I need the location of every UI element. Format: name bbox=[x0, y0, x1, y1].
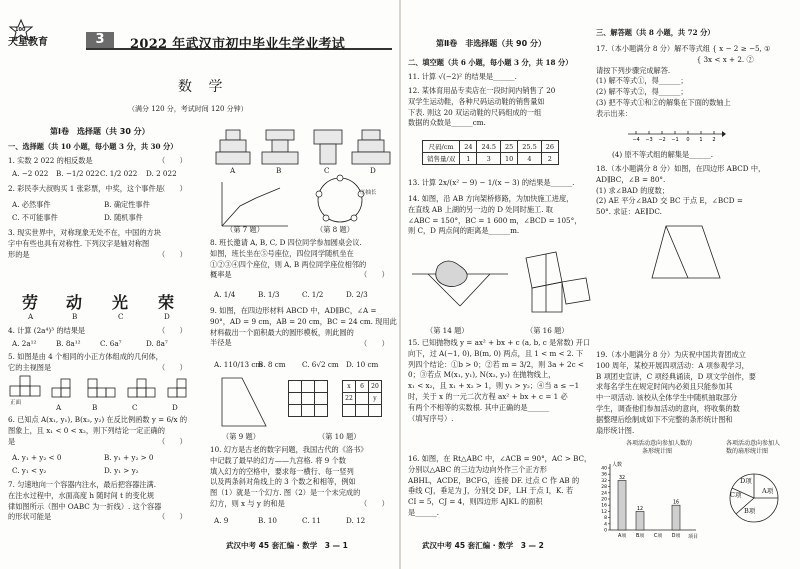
q19-stem bbox=[596, 350, 756, 436]
grid1-cell bbox=[315, 381, 328, 393]
q18-line-4: (2) AE 平分∠BAD 交 BC 于点 E，∠BCD = bbox=[596, 196, 743, 206]
hanzi-rong[interactable]: 荣 bbox=[158, 293, 175, 312]
axis-tick-label: 1 bbox=[699, 137, 703, 143]
q7-graph bbox=[216, 180, 296, 228]
q15-line-5: x₁ < x₂，且 x₁ + x₂ > 1，则 y₁ > y₂；④当 a ≤ −1 bbox=[408, 381, 580, 391]
q8-line-1: 8. 班长邀请 A, B, C, D 四位同学参加圆桌会议. bbox=[210, 238, 362, 247]
q7-stem bbox=[8, 480, 161, 523]
bar-title-1: 各项活动意向参加人数的 bbox=[626, 440, 693, 447]
q1-text: 1. 实数 2 022 的相反数是 bbox=[8, 156, 93, 165]
q8-stem bbox=[210, 238, 366, 281]
q8-option-c[interactable]: C. 1/2 bbox=[302, 290, 324, 299]
q18-quadrilateral bbox=[644, 222, 724, 286]
q10-line-4: 以及两条斜对角线上的 3 个数之和相等，例如 bbox=[210, 477, 356, 487]
q11-text: 11. 计算 √(−2)² 的结果是______. bbox=[408, 72, 517, 81]
q18-line-5: 50°. 求证：AE∥DC. bbox=[596, 207, 662, 217]
q15-line-2: 向下，过 A(−1, 0), B(m, 0) 两点，且 1 < m < 2. 下 bbox=[408, 348, 584, 358]
fig10-caption: （第 10 题） bbox=[318, 432, 361, 441]
q8-line-2: 如图，班长坐在⑤号座位，四位同学随机坐在 bbox=[210, 248, 354, 258]
q7-line-4: 的形状可能是 bbox=[8, 512, 52, 522]
q12-line-2: 双学生运动鞋，各种尺码运动鞋的销售量如 bbox=[408, 96, 545, 106]
q14-lake-figure bbox=[410, 256, 510, 316]
grid1-cell bbox=[302, 393, 315, 405]
fig7-caption: （第 7 题） bbox=[226, 225, 264, 234]
grid1-cell bbox=[302, 381, 315, 393]
hanzi-lao[interactable]: 劳 bbox=[22, 293, 39, 312]
q14-line-2: 在直线 AB 上湖的另一边的 D 处同时施工. 取 bbox=[408, 204, 553, 214]
q5-stem bbox=[8, 352, 163, 374]
q6-line-1: 6. 已知点 A(x₁, y₁), B(x₂, y₂) 在反比例函数 y = 6/x 的 bbox=[8, 415, 188, 424]
q18-stem bbox=[596, 164, 765, 218]
q14-stem bbox=[408, 194, 581, 237]
left-footer: 武汉中考 45 套汇编 · 数学 3 — 1 bbox=[226, 541, 348, 550]
q17-number-line bbox=[626, 126, 726, 142]
brand-logo bbox=[8, 28, 90, 48]
pie-chart-title bbox=[726, 440, 780, 456]
grid1-cell bbox=[289, 381, 302, 393]
size-val-cell: 4 bbox=[518, 153, 541, 165]
q17-line-2: { 3x < x + 2. ② bbox=[596, 54, 754, 64]
right-page bbox=[400, 0, 800, 569]
q9-line-4: 半径是 bbox=[210, 338, 232, 348]
fig14-caption: （第 14 题） bbox=[426, 326, 469, 335]
grid2-cell: 20 bbox=[369, 381, 382, 393]
q1-option-a[interactable]: A. −2 022 bbox=[12, 169, 49, 178]
size-val-cell: 1 bbox=[460, 153, 477, 165]
q4-option-d[interactable]: D. 8a⁷ bbox=[146, 339, 168, 348]
q5-line-1: 5. 如图是由 4 个相同的小正方体组成的几何体， bbox=[8, 352, 163, 361]
grid1-cell bbox=[315, 393, 328, 405]
size-head-cell: 24.5 bbox=[477, 141, 500, 153]
q4-option-a[interactable]: A. 2a¹² bbox=[12, 339, 37, 348]
subject-title: 数 学 bbox=[178, 79, 229, 95]
pie-label-a: A项 bbox=[762, 487, 774, 495]
q10-paren: （ ） bbox=[360, 499, 389, 508]
y-tick-label: 12 bbox=[601, 509, 607, 515]
q3-line-1: 3. 现实世界中，对称现象无处不在，中国的方块 bbox=[8, 228, 161, 237]
q9-option-c[interactable]: C. 6√2 cm bbox=[302, 360, 339, 369]
pie-label-d: D项 bbox=[740, 477, 752, 485]
q19-line-3: B 项团史宣讲，C 项经典诵读，D 项文学创作，要 bbox=[596, 371, 756, 381]
q19-line-4: 求每名学生在规定时间内必须且只能参加其 bbox=[596, 382, 733, 392]
axis-tick-label: −3 bbox=[645, 137, 653, 143]
q14-line-4: 则 C，D 两点间的距离是______m. bbox=[408, 226, 520, 236]
q10-option-c[interactable]: C. 11 bbox=[302, 516, 321, 525]
q2-option-a[interactable]: A. 必然事件 bbox=[12, 200, 51, 209]
hanzi-opt-a: A bbox=[28, 312, 34, 321]
q9-trapezoid bbox=[216, 374, 276, 432]
q3-line-3: 形的是 bbox=[8, 249, 30, 259]
q1-paren: （ ） bbox=[158, 156, 187, 165]
q17-stem bbox=[596, 44, 771, 120]
q19-line-6: 学生，调查他们参加活动的意向，将收集的数 bbox=[596, 403, 740, 413]
q17-line-5: (2) 解不等式②，得______； bbox=[596, 87, 688, 97]
size-val-cell: 销售量/双 bbox=[423, 153, 460, 165]
q4-option-b[interactable]: B. 8a¹² bbox=[56, 339, 81, 348]
q17-line-4: (1) 解不等式①，得______； bbox=[596, 76, 688, 86]
size-val-cell: 10 bbox=[500, 153, 517, 165]
q5-opt-a: A bbox=[56, 403, 62, 412]
q2-paren: （ ） bbox=[158, 184, 187, 193]
q3-paren: （ ） bbox=[158, 250, 187, 259]
pie-label-b: B项 bbox=[744, 507, 756, 515]
q8-line-4: 概率是 bbox=[210, 270, 232, 280]
q5-paren: （ ） bbox=[158, 363, 187, 372]
q19-line-8: 扇形统计图. bbox=[596, 425, 635, 435]
q8-line-3: ①②③④四个座位，则 A, B 两位同学座位相邻的 bbox=[210, 259, 367, 269]
q10-line-5: 图（1）就是一个幻方. 图（2）是一个未完成的 bbox=[210, 488, 361, 498]
q10-line-6: 幻方，则 x 与 y 的和是 bbox=[210, 498, 285, 508]
hanzi-guang[interactable]: 光 bbox=[112, 293, 129, 312]
q10-line-1: 10. 幻方是古老的数字问题，我国古代的《洛书》 bbox=[210, 445, 368, 454]
q15-line-6: 时，关于 x 的一元二次方程 ax² + bx + c = 1 必 bbox=[408, 391, 568, 401]
q6-option-a[interactable]: A. y₁ + y₂ < 0 bbox=[12, 453, 62, 462]
q3-line-2: 字中有些也具有对称性. 下列汉字是轴对称图 bbox=[8, 238, 150, 248]
grid2-cell: x bbox=[343, 381, 356, 393]
q10-option-b[interactable]: B. 10 bbox=[258, 516, 277, 525]
axis-tick-label: −2 bbox=[658, 137, 666, 143]
q8-option-a[interactable]: A. 1/4 bbox=[214, 290, 236, 299]
grid2-cell bbox=[356, 405, 369, 417]
y-tick-label: 36 bbox=[601, 472, 607, 478]
brand-name: 天星教育 bbox=[8, 37, 48, 48]
q2-option-d[interactable]: D. 随机事件 bbox=[104, 213, 143, 222]
q10-option-a[interactable]: A. 9 bbox=[214, 516, 229, 525]
q7-line-1: 7. 匀速地向一个容器内注水，最后把容器注满. bbox=[8, 480, 156, 489]
y-tick-label: 0 bbox=[604, 528, 607, 534]
part1-title: 第Ⅰ卷 选择题（共 30 分） bbox=[50, 127, 150, 136]
section1-heading: 一、选择题（共 10 小题，每小题 3 分，共 30 分） bbox=[8, 142, 178, 151]
bar-category-label: B项 bbox=[635, 534, 645, 539]
q13-text: 13. 计算 2x/(x² − 9) − 1/(x − 3) 的结果是______. bbox=[408, 178, 575, 187]
pie-label-c: C项 bbox=[730, 491, 742, 499]
size-head-cell: 24 bbox=[460, 141, 477, 153]
hanzi-dong[interactable]: 动 bbox=[66, 293, 83, 312]
grid1-cell bbox=[289, 405, 302, 417]
q16-line-5: CI = 5，CJ = 4，则四边形 AJKL 的面积 bbox=[408, 497, 543, 507]
bar-category-label: D项 bbox=[671, 534, 681, 539]
q8-option-b[interactable]: B. 1/3 bbox=[258, 290, 280, 299]
bar-data-label: 32 bbox=[618, 475, 626, 481]
q6-paren: （ ） bbox=[158, 437, 187, 446]
q7-line-3: 律如图所示（图中 OABC 为一折线）. 这个容器 bbox=[8, 501, 162, 511]
q16-line-2: 分别以△ABC 的三边为边向外作三个正方形 bbox=[408, 464, 547, 474]
bar-title-2: 条形统计图 bbox=[642, 448, 673, 455]
q6-option-c[interactable]: C. y₁ < y₂ bbox=[12, 466, 47, 475]
q16-line-3: ABHL，ACDE，BCFG，连接 DF. 过点 C 作 AB 的 bbox=[408, 475, 580, 485]
y-tick-label: 20 bbox=[601, 497, 607, 503]
bar-data-label: 16 bbox=[672, 500, 680, 506]
pie-title-2: 数的扇形统计图 bbox=[726, 448, 769, 455]
q7-opt-d: D bbox=[370, 166, 376, 175]
q19-line-5: 中一项活动. 该校从全体学生中随机抽取部分 bbox=[596, 393, 738, 403]
hanzi-opt-c: C bbox=[118, 312, 124, 321]
q9-line-2: 90°，AD = 9 cm，AB = 20 cm，BC = 24 cm. 现用此 bbox=[210, 316, 397, 326]
paper-title: 2022 年武汉市初中毕业生学业考试 bbox=[130, 37, 346, 52]
fig9-caption: （第 9 题） bbox=[222, 432, 260, 441]
grid1-cell bbox=[315, 405, 328, 417]
q2-option-c[interactable]: C. 不可能事件 bbox=[12, 213, 58, 222]
q10-stem bbox=[210, 445, 367, 510]
q15-stem bbox=[408, 338, 590, 424]
q12-line-4: 数据的众数是______cm. bbox=[408, 118, 486, 128]
q9-option-b[interactable]: B. 8 cm bbox=[258, 360, 286, 369]
size-head-cell: 25.5 bbox=[518, 141, 541, 153]
q17-line-7: 表示出来： bbox=[596, 108, 632, 118]
q10-line-3: 填入幻方的空格中，要求每一横行、每一竖列 bbox=[210, 466, 354, 476]
q12-size-table bbox=[422, 140, 559, 165]
grid1-cell bbox=[302, 405, 315, 417]
y-tick-label: 4 bbox=[604, 522, 607, 528]
q2-stem: 2. 彩民李大叔购买 1 张彩票，中奖，这个事件是 bbox=[8, 184, 163, 193]
q7-line-2: 在注水过程中，水面高度 h 随时间 t 的变化规 bbox=[8, 490, 155, 500]
q19-line-2: 100 周年，某校开展四项活动：A 项参观学习， bbox=[596, 360, 749, 370]
exam-note: （满分 120 分，考试时间 120 分钟） bbox=[128, 105, 248, 113]
q5-front-label: 正面 bbox=[10, 400, 22, 406]
size-head-cell: 26 bbox=[541, 141, 558, 153]
bar-category-label: C项 bbox=[653, 534, 663, 539]
q10-magic-square-2 bbox=[342, 380, 382, 417]
q8-paren: （ ） bbox=[360, 270, 389, 279]
badge-number: 100 bbox=[15, 27, 26, 33]
bar-chart-title bbox=[626, 440, 692, 456]
q15-line-4: 0；③若点 M(x₁, y₁), N(x₂, y₂) 在抛物线上， bbox=[408, 370, 556, 380]
grid2-cell bbox=[356, 393, 369, 405]
grid2-cell: 22 bbox=[343, 393, 356, 405]
grid2-cell bbox=[343, 405, 356, 417]
q7-opt-a: A bbox=[230, 166, 236, 175]
bar bbox=[636, 511, 644, 530]
bar bbox=[618, 480, 626, 530]
q15-line-3: 列四个结论：①b > 0；②若 m = 3/2，则 3a + 2c < bbox=[408, 359, 584, 369]
q17-line-6: (3) 把不等式①和②的解集在下面的数轴上 bbox=[596, 97, 731, 107]
q7-opt-b: B bbox=[276, 166, 282, 175]
hanzi-opt-b: B bbox=[72, 312, 78, 321]
grid1-cell bbox=[289, 393, 302, 405]
q16-stem bbox=[408, 454, 591, 519]
fig8-caption: （第 8 题） bbox=[316, 225, 354, 234]
q9-option-d[interactable]: D. 10 cm bbox=[346, 360, 379, 369]
q15-line-1: 15. 已知抛物线 y = ax² + bx + c (a, b, c 是常数) 开口 bbox=[408, 338, 591, 347]
q5-opt-d: D bbox=[172, 403, 178, 412]
grid2-cell bbox=[369, 405, 382, 417]
paper-number-tab: 3 bbox=[86, 32, 114, 48]
bar-category-label: A项 bbox=[617, 534, 627, 539]
fig16-caption: （第 16 题） bbox=[526, 326, 569, 335]
q19-line-1: 19.（本小题满分 8 分）为庆祝中国共青团成立 bbox=[596, 350, 746, 359]
grid2-cell: y bbox=[369, 393, 382, 405]
q4-option-c[interactable]: C. 6a⁷ bbox=[100, 339, 122, 348]
q16-line-4: 垂线 CJ，垂足为 J，分别交 DF，LH 于点 I，K. 若 bbox=[408, 486, 574, 496]
grid2-cell: 6 bbox=[356, 381, 369, 393]
q4-text: 4. 计算 (2a⁴)³ 的结果是 bbox=[8, 326, 86, 335]
q18-line-2: AD∥BC，∠B = 80°. bbox=[596, 174, 666, 184]
right-footer: 武汉中考 45 套汇编 · 数学 3 — 2 bbox=[422, 541, 544, 550]
y-tick-label: 28 bbox=[601, 485, 607, 491]
q9-paren: （ ） bbox=[360, 339, 389, 348]
axis-tick-label: −4 bbox=[632, 137, 640, 143]
q5-cube-figures bbox=[8, 376, 208, 416]
bar-data-label: 12 bbox=[636, 506, 644, 512]
q7-paren: （ ） bbox=[158, 512, 187, 521]
q6-option-d[interactable]: D. y₁ > y₂ bbox=[104, 466, 139, 475]
hanzi-opt-d: D bbox=[164, 312, 170, 321]
q12-line-1: 12. 某体育用品专卖店在一段时间内销售了 20 bbox=[408, 86, 556, 95]
q8-round-table bbox=[306, 170, 376, 230]
q9-option-a[interactable]: A. 110/13 cm bbox=[214, 360, 263, 369]
q18-line-1: 18.（本小题满分 8 分）如图，在四边形 ABCD 中， bbox=[596, 164, 766, 173]
axis-tick-label: 2 bbox=[712, 137, 716, 143]
axis-tick-label: −1 bbox=[671, 137, 679, 143]
axis-tick-label: 0 bbox=[686, 137, 690, 143]
q1-option-d[interactable]: D. 2 022 bbox=[146, 169, 177, 178]
q1-option-b[interactable]: B. −1/2 022 bbox=[56, 169, 100, 178]
q18-line-3: (1) 求∠BAD 的度数； bbox=[596, 185, 669, 195]
y-tick-label: 32 bbox=[601, 478, 607, 484]
q8-wheel-label: ②抽长 bbox=[360, 190, 377, 196]
part2-title: 第Ⅱ卷 非选择题（共 90 分） bbox=[436, 39, 546, 48]
q2-option-b[interactable]: B. 确定性事件 bbox=[104, 200, 150, 209]
q14-line-3: ∠ABC = 150°，BC = 1 600 m，∠BCD = 105°， bbox=[408, 215, 582, 225]
q10-magic-square-1 bbox=[288, 380, 328, 417]
q8-option-d[interactable]: D. 2/3 bbox=[346, 290, 368, 299]
q14-line-1: 14. 如图，沿 AB 方向架桥修路，为加快施工进度， bbox=[408, 194, 574, 203]
size-val-cell: 3 bbox=[477, 153, 500, 165]
y-tick-label: 16 bbox=[601, 503, 607, 509]
q6-line-3: 是 bbox=[8, 436, 16, 446]
q6-line-2: 图象上，且 x₁ < 0 < x₂，则下列结论一定正确的 bbox=[8, 425, 165, 435]
q17-line-1: 17.（本小题满分 8 分）解不等式组 { x − 2 ≥ −5, ① bbox=[596, 44, 771, 53]
y-tick-label: 8 bbox=[604, 516, 607, 522]
q1-option-c[interactable]: C. 1/2 022 bbox=[100, 169, 138, 178]
y-tick-label: 40 bbox=[601, 466, 607, 472]
q12-line-3: 下表. 则这 20 双运动鞋的尺码组成的一组 bbox=[408, 107, 542, 117]
q5-opt-b: B bbox=[92, 403, 98, 412]
section3-heading: 三、解答题（共 8 小题，共 72 分） bbox=[596, 28, 715, 37]
x-axis-label: 项目 bbox=[688, 534, 699, 540]
q15-line-7: 有两个不相等的实数根. 其中正确的是______ bbox=[408, 402, 550, 412]
q17-part4: (4) 原不等式组的解集是______. bbox=[612, 150, 714, 159]
size-val-cell: 2 bbox=[541, 153, 558, 165]
q9-line-3: 材料截出一个面积最大的圆形模板，则此圆的 bbox=[210, 327, 354, 337]
q16-line-1: 16. 如图，在 Rt△ABC 中，∠ACB = 90°，AC > BC， bbox=[408, 454, 592, 463]
y-tick-label: 24 bbox=[601, 491, 607, 497]
pie-title-1: 各项活动意向参加人 bbox=[726, 440, 781, 447]
size-head-cell: 尺码/cm bbox=[423, 141, 460, 153]
bar bbox=[672, 505, 680, 530]
q12-stem bbox=[408, 86, 555, 129]
q19-line-7: 据整理后绘制成如下不完整的条形统计图和 bbox=[596, 414, 733, 424]
q4-paren: （ ） bbox=[158, 326, 187, 335]
section2-heading: 二、填空题（共 6 小题，每小题 3 分，共 18 分） bbox=[408, 58, 573, 67]
q10-line-2: 中记载了最早的幻方——九宫格. 将 9 个数 bbox=[210, 455, 346, 465]
q16-line-6: 是______. bbox=[408, 507, 440, 517]
q15-line-8: （填写序号）. bbox=[408, 413, 454, 423]
q17-line-3: 请按下列步骤完成解答. bbox=[596, 65, 671, 75]
q7-opt-c: C bbox=[324, 166, 330, 175]
q10-option-d[interactable]: D. 12 bbox=[346, 516, 366, 525]
y-axis-label: 人数 bbox=[612, 462, 623, 468]
q6-option-b[interactable]: B. y₁ + y₂ > 0 bbox=[104, 453, 154, 462]
bar-chart bbox=[596, 460, 706, 540]
size-head-cell: 25 bbox=[500, 141, 517, 153]
q5-line-2: 它的主视图是 bbox=[8, 362, 52, 372]
q9-line-1: 9. 如图，在四边形材料 ABCD 中，AD∥BC，∠A = bbox=[210, 306, 377, 315]
q5-opt-c: C bbox=[132, 403, 138, 412]
q3-stem bbox=[8, 228, 161, 260]
q16-squares-figure bbox=[512, 252, 602, 316]
